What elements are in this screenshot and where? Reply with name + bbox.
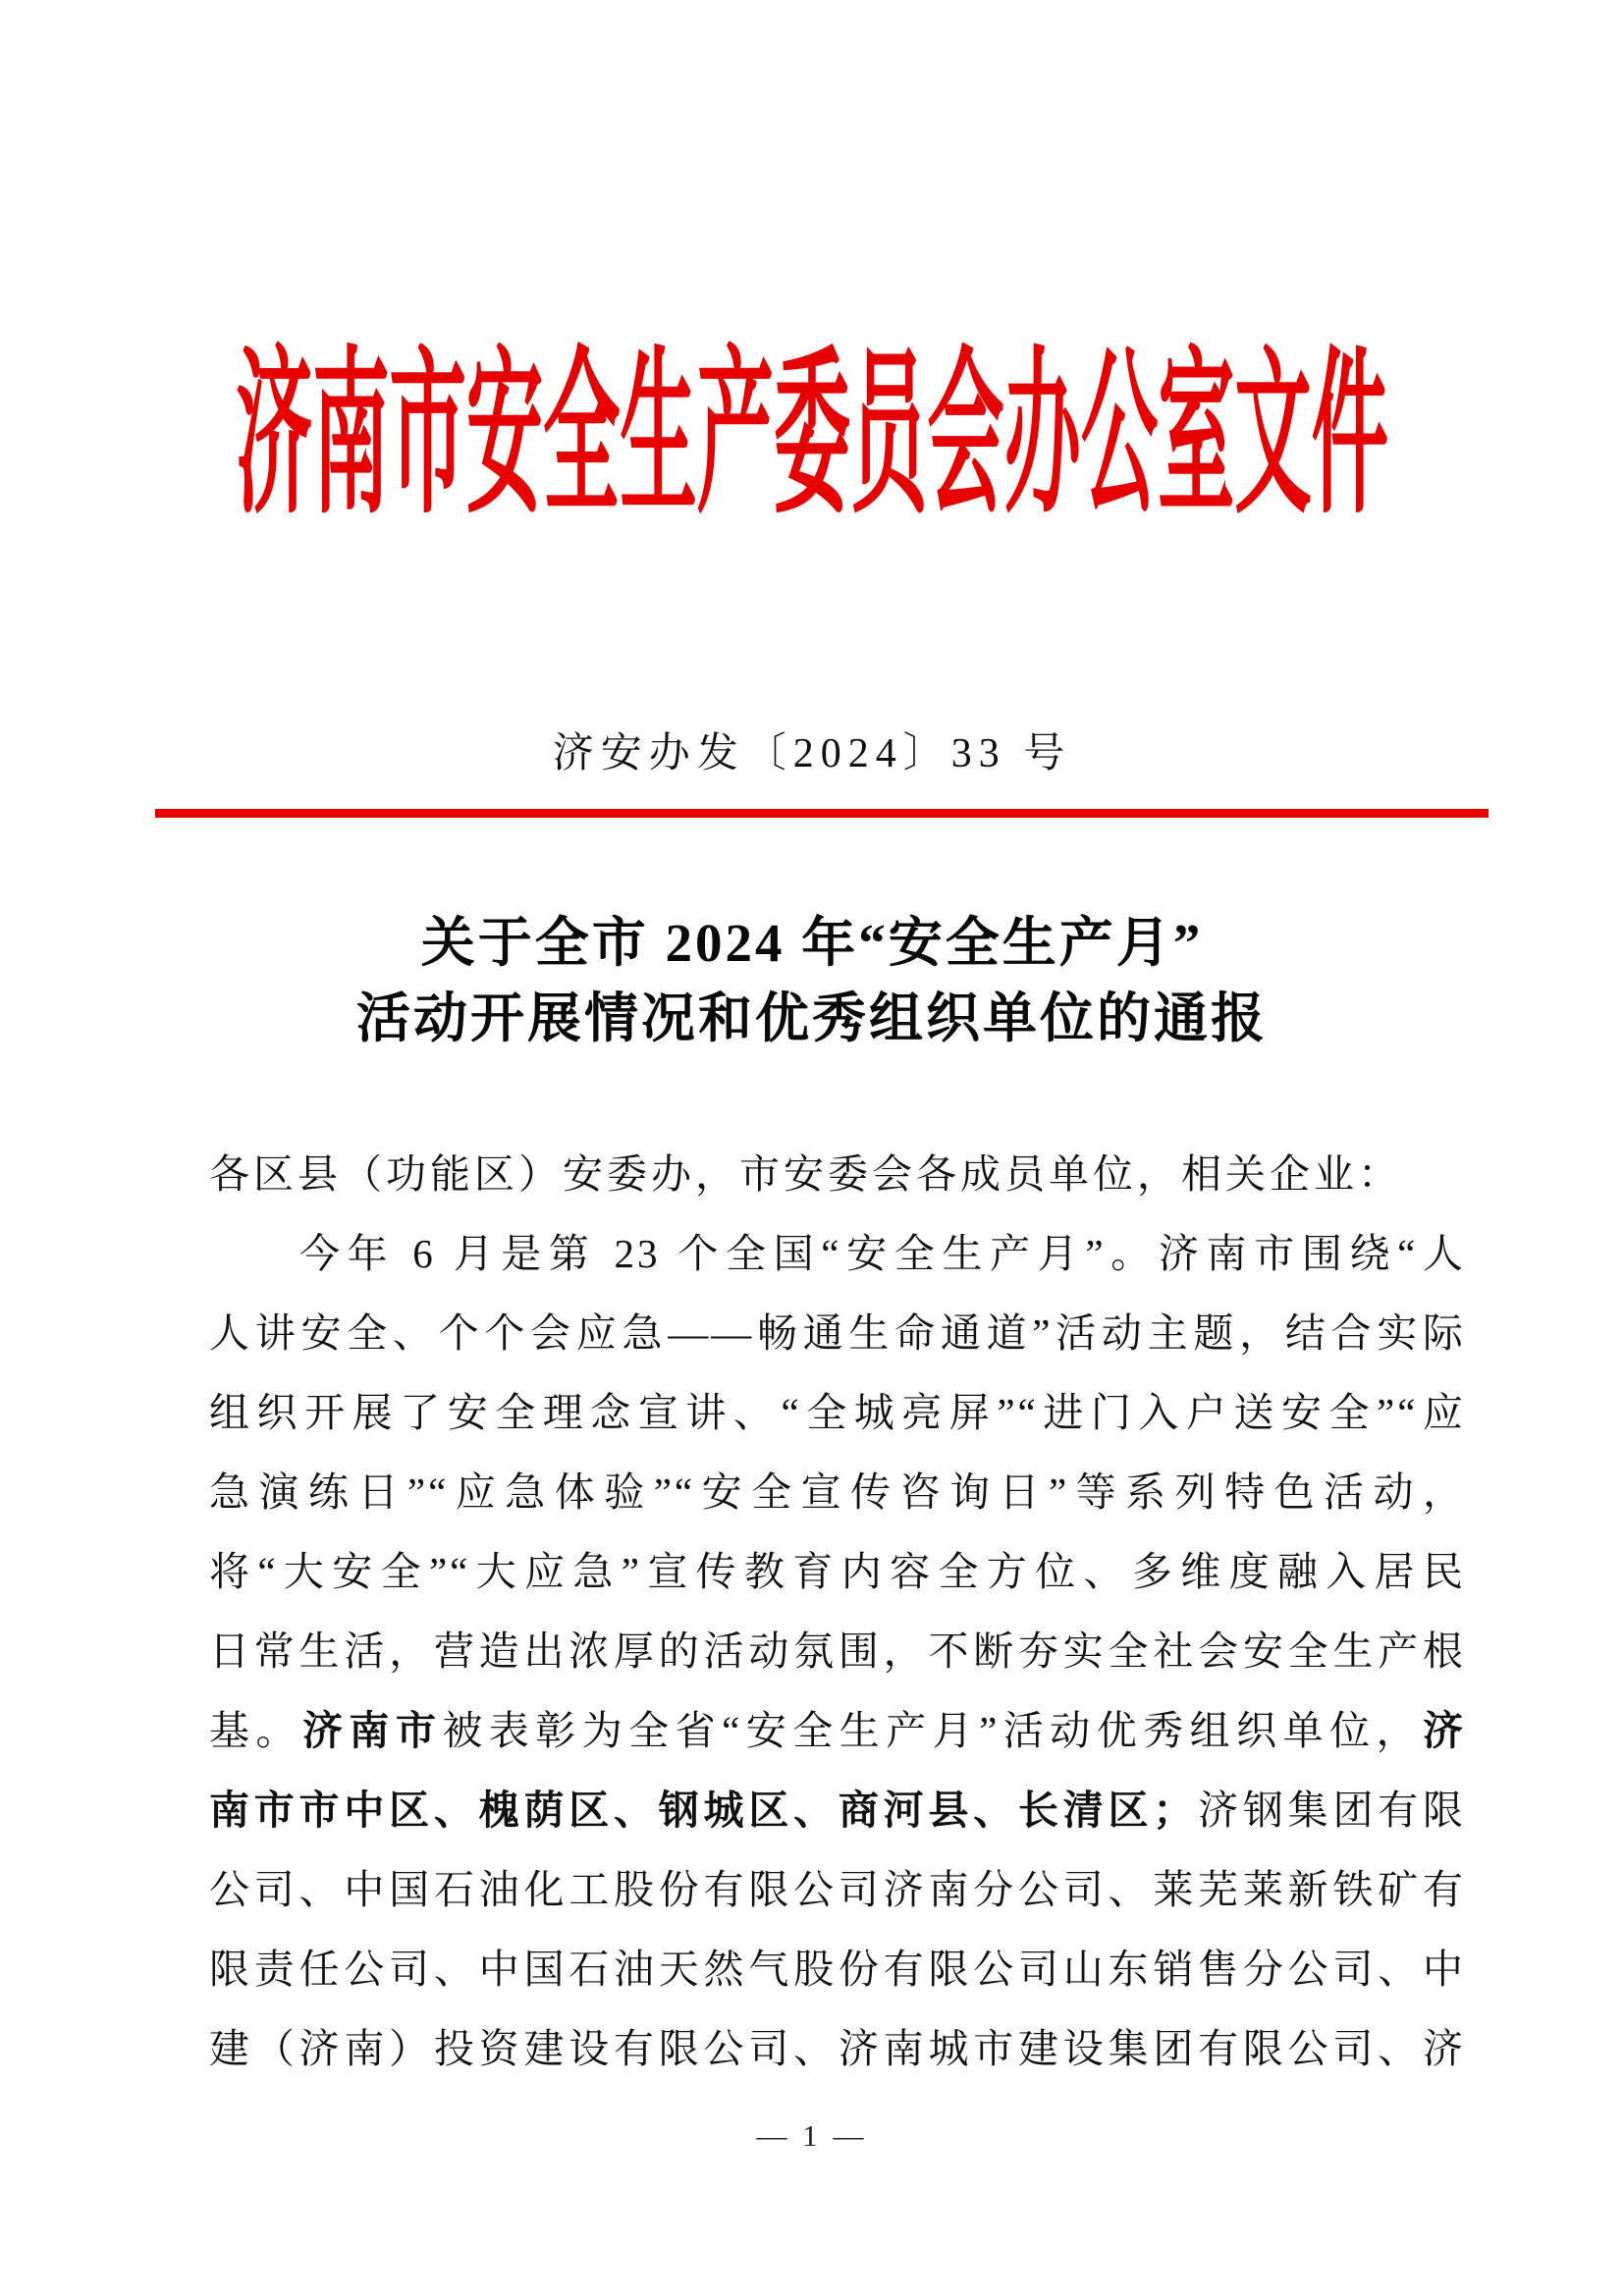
body-line-5 <box>209 1532 1466 1612</box>
text-segment: 被表彰为全省“安全生产月”活动优秀组织单位， <box>442 1708 1423 1753</box>
text-segment: 建（济南）投资建设有限公司、济南城市建设集团有限公司、济 <box>209 2026 1466 2071</box>
text-segment: 基。 <box>209 1708 302 1753</box>
body-line-1 <box>209 1214 1466 1294</box>
text-segment: 公司、中国石油化工股份有限公司济南分公司、莱芜莱新铁矿有 <box>209 1867 1466 1912</box>
body-line-6 <box>209 1612 1466 1691</box>
document-number: 济安办发〔2024〕33 号 <box>552 731 1072 776</box>
body-line-4 <box>209 1453 1466 1532</box>
document-title-line-1: 关于全市 2024 年“安全生产月” <box>420 913 1204 973</box>
bold-text-segment: 济 <box>1423 1708 1466 1753</box>
red-divider-line <box>155 809 1489 818</box>
document-title-line-2: 活动开展情况和优秀组织单位的通报 <box>355 988 1268 1048</box>
red-header-banner <box>0 338 1624 535</box>
body-line-10 <box>209 1930 1466 2009</box>
text-segment: 将“大安全”“大应急”宣传教育内容全方位、多维度融入居民 <box>209 1549 1466 1594</box>
document-body <box>209 1135 1466 2089</box>
body-line-11 <box>209 2009 1466 2089</box>
body-line-7 <box>209 1691 1466 1771</box>
body-line-8 <box>209 1771 1466 1850</box>
text-segment: 济钢集团有限 <box>1196 1788 1467 1833</box>
text-segment: 组织开展了安全理念宣讲、“全城亮屏”“进门入户送安全”“应 <box>209 1390 1466 1435</box>
page-number: — 1 — <box>756 2118 868 2153</box>
issuing-org-title: 济南市安全生产委员会办公室文件 <box>236 338 1388 535</box>
text-segment: 人讲安全、个个会应急——畅通生命通道”活动主题，结合实际 <box>209 1310 1466 1356</box>
bold-text-segment: 南市市中区、槐荫区、钢城区、商河县、长清区； <box>209 1788 1197 1833</box>
text-segment: 急演练日”“应急体验”“安全宣传咨询日”等系列特色活动， <box>209 1469 1466 1515</box>
text-segment: 日常生活，营造出浓厚的活动氛围，不断夯实全社会安全生产根 <box>209 1629 1466 1674</box>
text-segment: 限责任公司、中国石油天然气股份有限公司山东销售分公司、中 <box>209 1947 1466 1992</box>
body-line-3 <box>209 1373 1466 1453</box>
salutation-line: 各区县（功能区）安委办，市安委会各成员单位，相关企业： <box>209 1151 1402 1197</box>
bold-text-segment: 济南市 <box>301 1708 443 1753</box>
text-segment: 今年 6 月是第 23 个全国“安全生产月”。济南市围绕“人 <box>299 1231 1466 1276</box>
body-line-9 <box>209 1850 1466 1930</box>
document-title <box>0 905 1624 1056</box>
body-line-2 <box>209 1294 1466 1373</box>
